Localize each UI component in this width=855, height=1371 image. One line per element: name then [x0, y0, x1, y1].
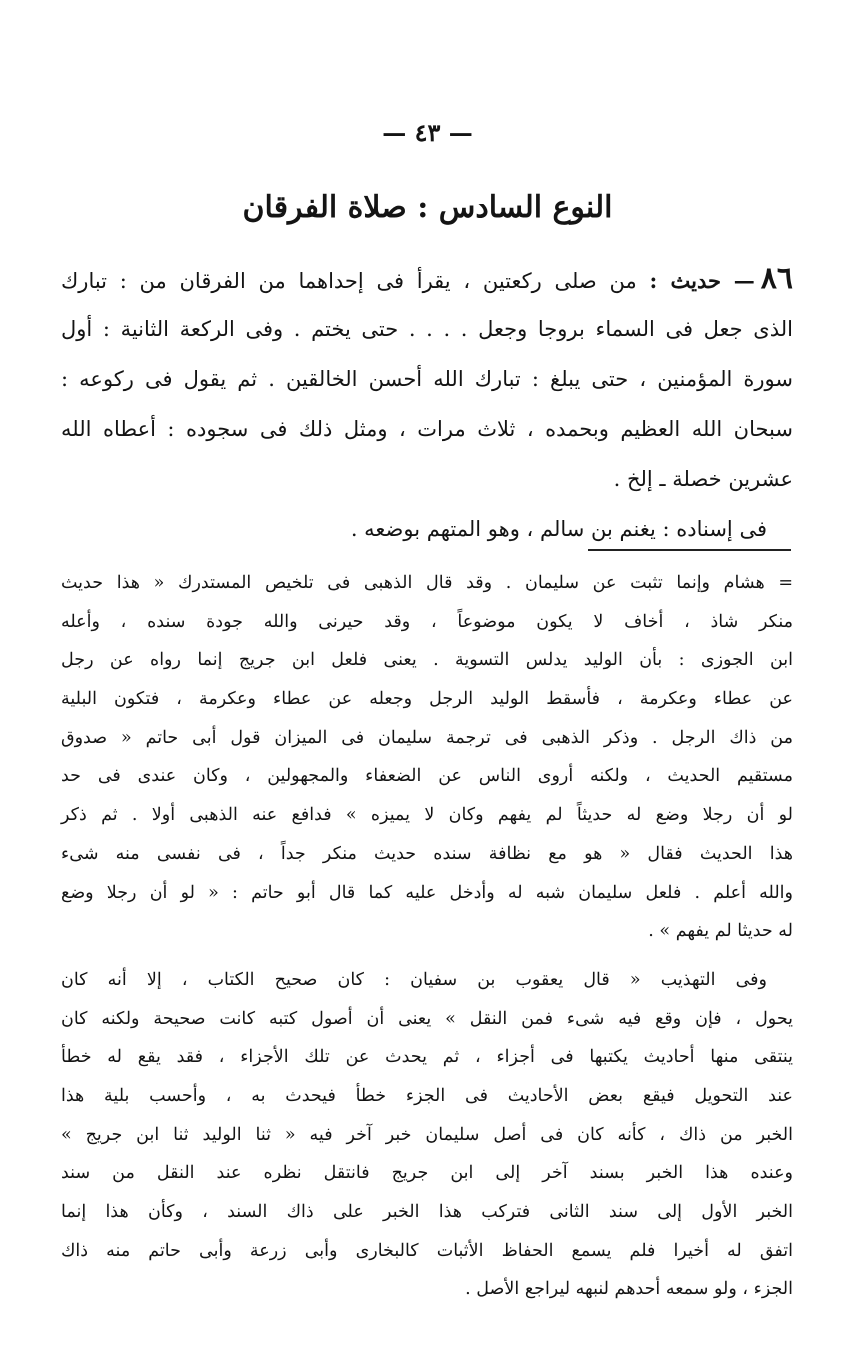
footnote-line: اتفق له أخيرا فلم يسمع الحفاظ الأثبات كالبخارى وأبى زرعة وأبى حاتم منه ذاك	[61, 1240, 793, 1261]
footnote-line: له حديثا لم يفهم » .	[648, 921, 793, 942]
hadith-line-1	[61, 254, 793, 304]
section-heading: النوع السادس : صلاة الفرقان	[242, 190, 613, 225]
footnote-line: هذا الحديث فقال « هو مع نظافة سنده حديث منكر جداً ، فى نفسى منه شىء	[61, 843, 793, 864]
footnote-line: الخبر من ذاك ، كأنه كان فى أصل سليمان خبر آخر فيه « ثنا الوليد ثنا ابن جريج »	[61, 1124, 793, 1145]
hadith-label: حديث :	[649, 268, 722, 293]
hadith-number: ٨٦	[760, 261, 793, 296]
footnote-separator	[588, 549, 791, 551]
paragraph-gap	[61, 951, 793, 961]
footnote-line: ابن الجوزى : بأن الوليد يدلس التسوية . يعنى فلعل ابن جريج إنما رواه عن رجل	[61, 650, 793, 671]
hadith-text-line: سورة المؤمنين ، حتى يبلغ : تبارك الله أحسن الخالقين . ثم يقول فى ركوعه :	[61, 367, 793, 391]
footnote-line: الجزء ، ولو سمعه أحدهم لنبهه ليراجع الأصل .	[465, 1279, 793, 1300]
footnote-line: من ذاك الرجل . وذكر الذهبى فى ترجمة سليمان فى الميزان قول أبى حاتم « صدوق	[61, 727, 793, 748]
hadith-text-line: سبحان الله العظيم وبحمده ، ثلاث مرات ، ومثل ذلك فى سجوده : أعطاه الله	[61, 417, 793, 441]
footnote	[61, 564, 793, 1309]
isnad-note: فى إسناده : يغنم بن سالم ، وهو المتهم بوضعه .	[350, 517, 767, 541]
footnote-line: يحول ، فإن وقع فيه شىء فمن النقل » يعنى أن أصول كتبه كانت صحيحة ولكنه كان	[61, 1008, 793, 1029]
footnote-line: عن عطاء وعكرمة ، فأسقط الوليد الرجل وجعله عن عطاء وعكرمة ، فتكون البلية	[61, 689, 793, 710]
footnote-line: لو أن رجلا وضع له حديثاً لم يفهم وكان لا يميزه » فدافع عنه الذهبى أولا . ثم ذكر	[61, 805, 793, 826]
footnote-line: ينتقى منها أحاديث يكتبها فى أجزاء ، ثم يحدث عن تلك الأجزاء ، فقد يقع له خطأ	[61, 1047, 793, 1068]
footnote-line: مستقيم الحديث ، ولكنه أروى الناس عن الضعفاء والمجهولين ، وكان عندى فى حد	[61, 766, 793, 787]
hadith-text-line: عشرين خصلة ـ إلخ .	[613, 467, 793, 491]
hadith-entry	[61, 254, 793, 554]
footnote-line: عند التحويل فيقع بعض الأحاديث فى الجزء خطأ فيحدث به ، وأحسب بلية هذا	[61, 1085, 793, 1106]
footnote-line: والله أعلم . فلعل سليمان شبه له وأدخل عليه كما قال أبو حاتم : « لو أن رجلا وضع	[61, 882, 793, 903]
footnote-line: = هشام وإنما تثبت عن سليمان . وقد قال الذهبى فى تلخيص المستدرك « هذا حديث	[61, 573, 793, 593]
footnote-line: وعنده هذا الخبر بسند آخر إلى ابن جريج فانتقل نظره عند النقل من سند	[61, 1163, 793, 1184]
footnote-line: منكر شاذ ، أخاف لا يكون موضوعاً ، وقد حيرنى والله جودة سنده ، وأعله	[61, 611, 793, 632]
hadith-text: من صلى ركعتين ، يقرأ فى إحداهما من الفرقان من : تبارك	[61, 269, 637, 293]
footnote-line: الخبر الأول إلى سند الثانى فتركب هذا الخبر على ذاك السند ، وكأن هذا إنما	[61, 1202, 793, 1222]
page-number: — ٤٣ —	[382, 118, 473, 147]
hadith-dash: —	[733, 268, 755, 293]
footnote-line: وفى التهذيب « قال يعقوب بن سفيان : كان صحيح الكتاب ، إلا أنه كان	[61, 969, 767, 990]
hadith-text-line: الذى جعل فى السماء بروجا وجعل . . . . حتى يختم . وفى الركعة الثانية : أول	[61, 317, 793, 341]
